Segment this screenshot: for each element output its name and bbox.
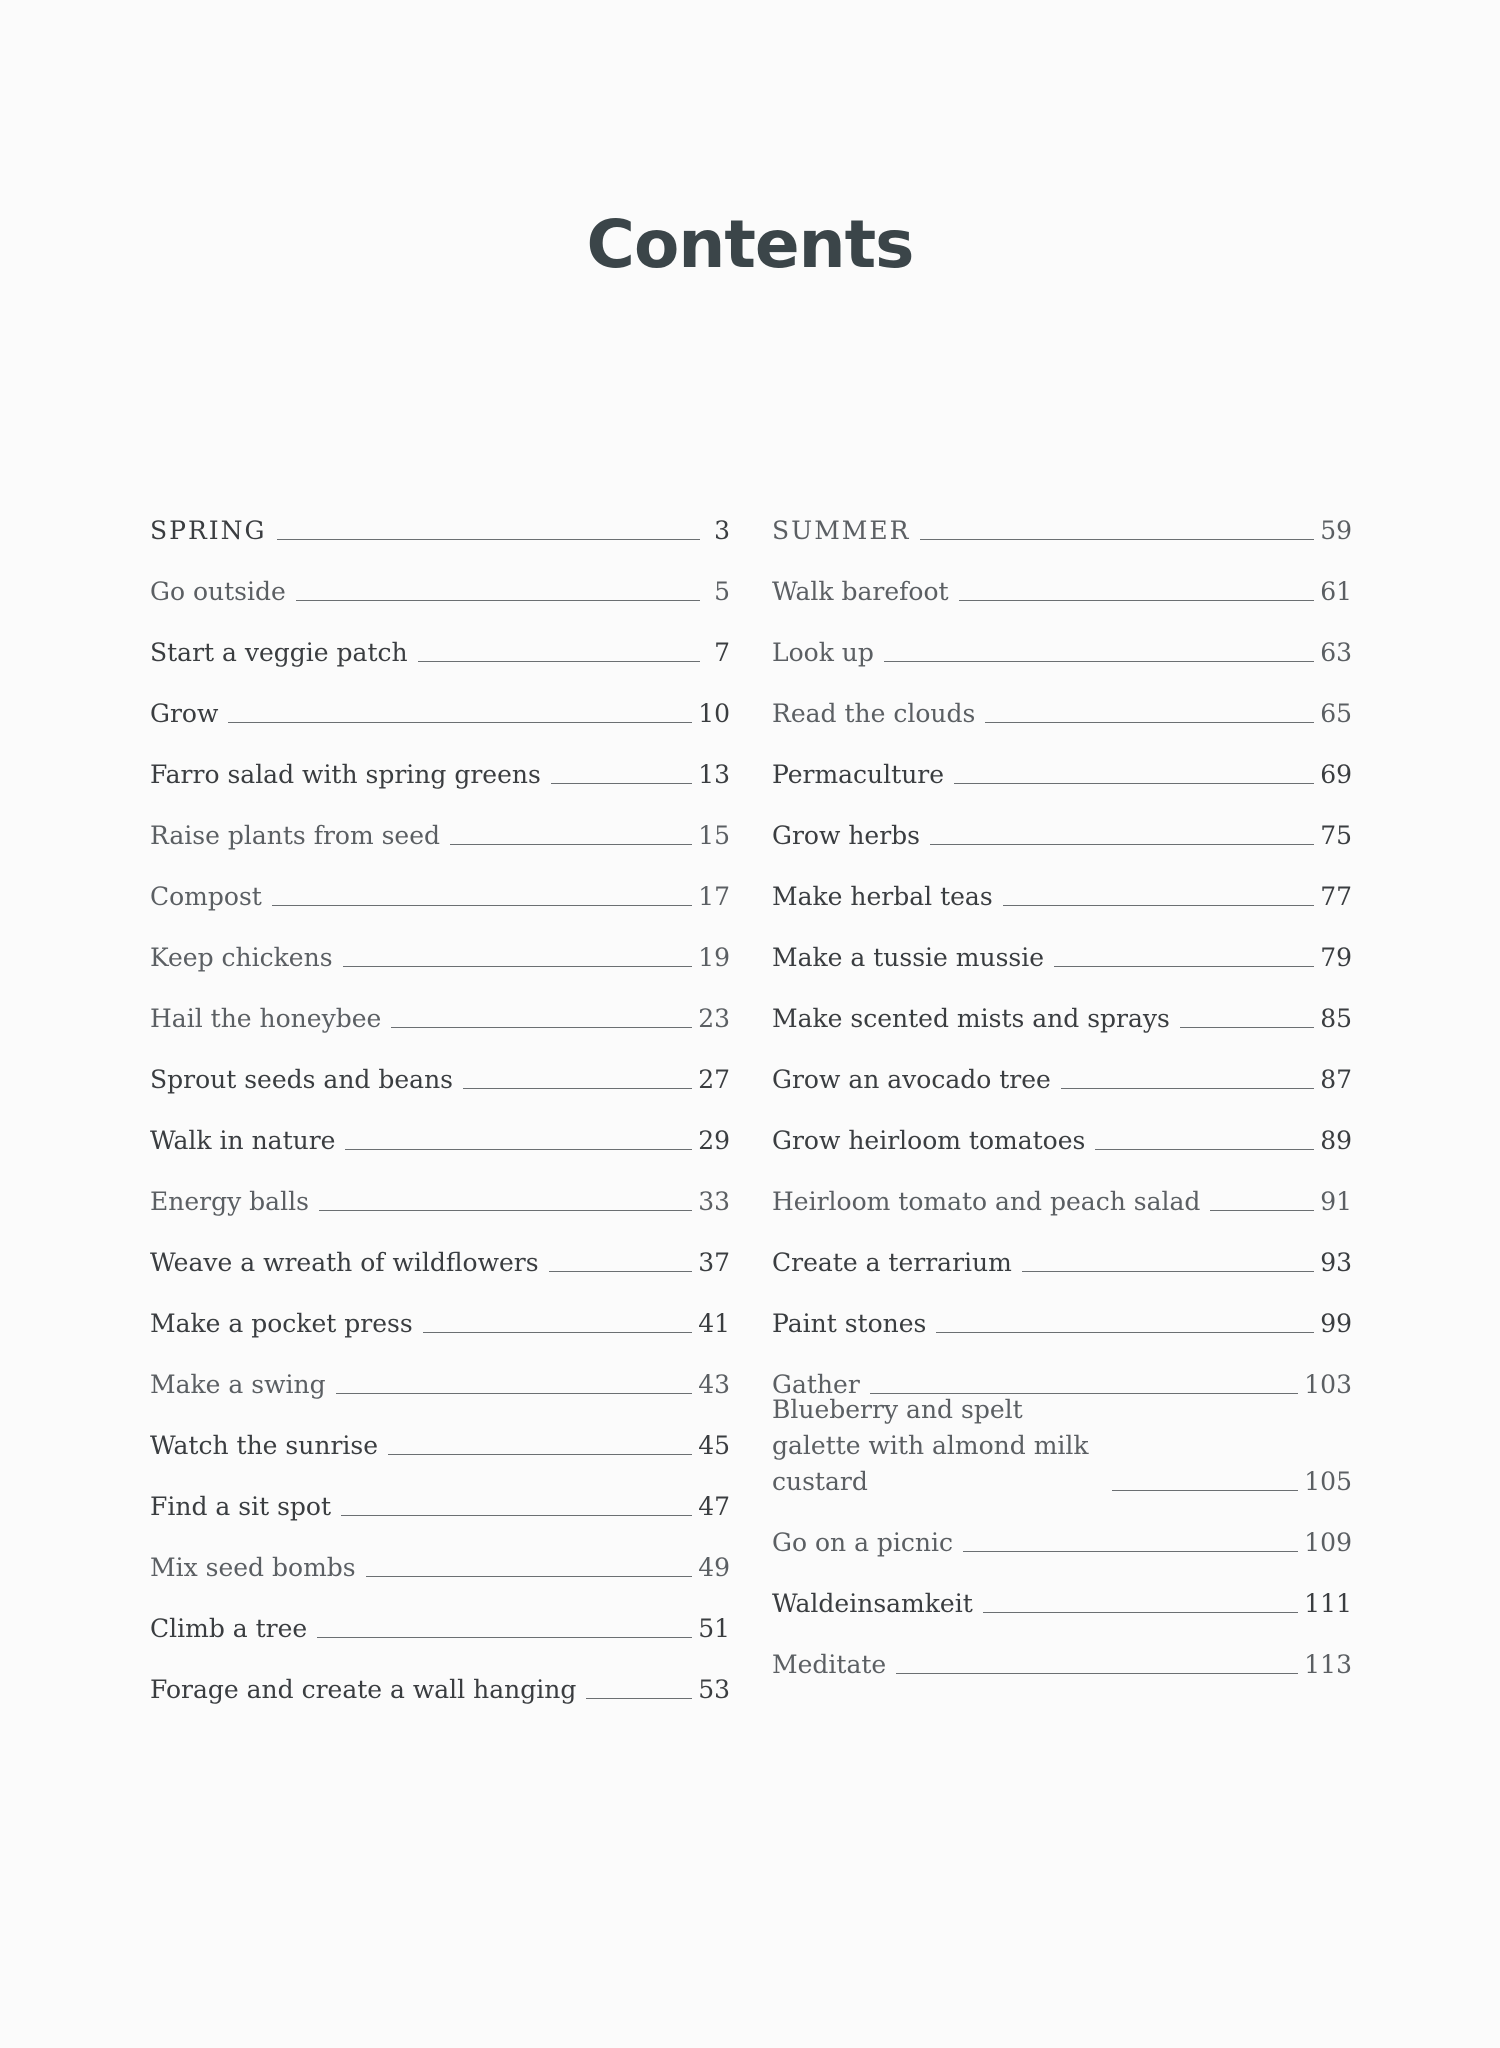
entry-label: Make a pocket press: [150, 1309, 413, 1338]
leader-line: [896, 1673, 1298, 1674]
page-number: 99: [1320, 1309, 1352, 1338]
toc-entry: [150, 610, 730, 671]
leader-line: [450, 844, 692, 845]
toc-entry: [772, 549, 1352, 610]
leader-line: [228, 722, 692, 723]
entry-label: Compost: [150, 882, 262, 911]
page-number: 23: [698, 1004, 730, 1033]
page-number: 3: [714, 516, 730, 545]
toc-entry: [772, 1281, 1352, 1342]
entry-label: Make herbal teas: [772, 882, 993, 911]
toc-entry: [150, 1342, 730, 1403]
page-number: 33: [698, 1187, 730, 1216]
entry-label: Find a sit spot: [150, 1492, 331, 1521]
toc-entry: [772, 976, 1352, 1037]
entry-label: Walk in nature: [150, 1126, 336, 1155]
entry-label: Make scented mists and sprays: [772, 1004, 1170, 1033]
entry-label: Meditate: [772, 1650, 887, 1679]
page-number: 47: [698, 1492, 730, 1521]
leader-line: [1210, 1210, 1314, 1211]
toc-entry: [772, 793, 1352, 854]
toc-entry: [150, 1281, 730, 1342]
toc-entry: [150, 732, 730, 793]
entry-label: Raise plants from seed: [150, 821, 441, 850]
page-number: 13: [698, 760, 730, 789]
page-title: Contents: [586, 206, 914, 283]
entry-label: Mix seed bombs: [150, 1553, 356, 1582]
entry-label: Hail the honeybee: [150, 1004, 382, 1033]
toc-entry: [772, 915, 1352, 976]
leader-line: [296, 600, 700, 601]
page-number: 105: [1304, 1467, 1352, 1496]
leader-line: [463, 1088, 692, 1089]
page-number: 7: [714, 638, 730, 667]
leader-line: [549, 1271, 693, 1272]
leader-line: [985, 722, 1314, 723]
entry-label: Farro salad with spring greens: [150, 760, 541, 789]
leader-line: [920, 539, 1314, 540]
toc-entry: [150, 549, 730, 610]
page-number: 113: [1304, 1650, 1352, 1679]
toc-column-summer: [772, 488, 1352, 1683]
page-number: 15: [698, 821, 730, 850]
page-number: 5: [714, 577, 730, 606]
toc-entry: [772, 732, 1352, 793]
entry-label: Make a tussie mussie: [772, 943, 1045, 972]
entry-label: Watch the sunrise: [150, 1431, 379, 1460]
leader-line: [391, 1027, 692, 1028]
toc-entry: [150, 1159, 730, 1220]
page-number: 111: [1304, 1589, 1352, 1618]
page-number: 89: [1320, 1126, 1352, 1155]
page-number: 103: [1304, 1370, 1352, 1399]
entry-label: Create a terrarium: [772, 1248, 1012, 1277]
entry-label: Sprout seeds and beans: [150, 1065, 454, 1094]
page-number: 69: [1320, 760, 1352, 789]
leader-line: [959, 600, 1315, 601]
toc-entry: [150, 1464, 730, 1525]
entry-label: Walk barefoot: [772, 577, 949, 606]
page-number: 91: [1320, 1187, 1352, 1216]
toc-entry: [772, 1622, 1352, 1683]
leader-line: [1112, 1490, 1298, 1491]
leader-line: [551, 783, 692, 784]
page-number: 59: [1320, 516, 1352, 545]
page-number: 63: [1320, 638, 1352, 667]
toc-entry: [772, 1500, 1352, 1561]
section-heading: SPRING: [150, 516, 267, 545]
leader-line: [277, 539, 701, 540]
toc-entry: [150, 1098, 730, 1159]
entry-label: Make a swing: [150, 1370, 326, 1399]
page-number: 27: [698, 1065, 730, 1094]
leader-line: [1054, 966, 1314, 967]
entry-label: Heirloom tomato and peach salad: [772, 1187, 1201, 1216]
entry-label: Start a veggie patch: [150, 638, 408, 667]
page-number: 37: [698, 1248, 730, 1277]
page-number: 109: [1304, 1528, 1352, 1557]
entry-label: Forage and create a wall hanging: [150, 1675, 577, 1704]
leader-line: [317, 1637, 692, 1638]
leader-line: [341, 1515, 692, 1516]
entry-label: Paint stones: [772, 1309, 927, 1338]
toc-entry: [772, 1159, 1352, 1220]
leader-line: [423, 1332, 693, 1333]
toc-entry: [150, 488, 730, 549]
entry-label: Blueberry and spelt galette with almond milk custard: [772, 1395, 1089, 1496]
leader-line: [930, 844, 1314, 845]
entry-label: Go outside: [150, 577, 286, 606]
page-number: 53: [698, 1675, 730, 1704]
entry-label: Look up: [772, 638, 874, 667]
leader-line: [1003, 905, 1315, 906]
page-number: 79: [1320, 943, 1352, 972]
leader-line: [345, 1149, 692, 1150]
toc-entry: [772, 488, 1352, 549]
leader-line: [388, 1454, 692, 1455]
toc-entry: [150, 976, 730, 1037]
leader-line: [272, 905, 692, 906]
leader-line: [1095, 1149, 1314, 1150]
leader-line: [343, 966, 693, 967]
toc-entry: [150, 1403, 730, 1464]
toc-entry: [150, 854, 730, 915]
entry-label: Gather: [772, 1370, 860, 1399]
leader-line: [983, 1612, 1299, 1613]
leader-line: [1061, 1088, 1314, 1089]
leader-line: [366, 1576, 693, 1577]
toc-entry: [150, 1647, 730, 1708]
leader-line: [1180, 1027, 1314, 1028]
toc-entry: [772, 1395, 1352, 1500]
toc-entry: [772, 671, 1352, 732]
toc-entry: [150, 915, 730, 976]
entry-label: Waldeinsamkeit: [772, 1589, 973, 1618]
page-number: 29: [698, 1126, 730, 1155]
page-number: 65: [1320, 699, 1352, 728]
toc-entry: [150, 793, 730, 854]
page-number: 45: [698, 1431, 730, 1460]
page-number: 77: [1320, 882, 1352, 911]
entry-label: Climb a tree: [150, 1614, 308, 1643]
toc-entry: [150, 1586, 730, 1647]
toc-entry: [772, 1561, 1352, 1622]
entry-label: Grow heirloom tomatoes: [772, 1126, 1086, 1155]
leader-line: [954, 783, 1314, 784]
entry-label: Grow an avocado tree: [772, 1065, 1051, 1094]
toc-entry: [772, 610, 1352, 671]
page-number: 93: [1320, 1248, 1352, 1277]
leader-line: [1022, 1271, 1314, 1272]
page-number: 61: [1320, 577, 1352, 606]
entry-label: Energy balls: [150, 1187, 309, 1216]
page-number: 51: [698, 1614, 730, 1643]
toc-entry: [150, 671, 730, 732]
page-number: 10: [698, 699, 730, 728]
entry-label: Permaculture: [772, 760, 945, 789]
entry-label: Keep chickens: [150, 943, 333, 972]
entry-label: Grow: [150, 699, 219, 728]
page-number: 49: [698, 1553, 730, 1582]
leader-line: [319, 1210, 692, 1211]
toc-entry: [772, 1220, 1352, 1281]
toc-entry: [150, 1220, 730, 1281]
page-number: 43: [698, 1370, 730, 1399]
leader-line: [936, 1332, 1314, 1333]
entry-label: Grow herbs: [772, 821, 920, 850]
section-heading: SUMMER: [772, 516, 911, 545]
entry-label: Go on a picnic: [772, 1528, 954, 1557]
toc-entry: [772, 854, 1352, 915]
page-number: 85: [1320, 1004, 1352, 1033]
toc-entry: [150, 1525, 730, 1586]
leader-line: [418, 661, 700, 662]
page-number: 87: [1320, 1065, 1352, 1094]
toc-entry: [772, 1037, 1352, 1098]
toc-column-spring: [150, 488, 730, 1708]
page-number: 17: [698, 882, 730, 911]
leader-line: [586, 1698, 692, 1699]
page-number: 41: [698, 1309, 730, 1338]
page-number: 75: [1320, 821, 1352, 850]
leader-line: [336, 1393, 693, 1394]
toc-entry: [772, 1098, 1352, 1159]
entry-label: Weave a wreath of wildflowers: [150, 1248, 539, 1277]
toc-entry: [150, 1037, 730, 1098]
entry-label: Read the clouds: [772, 699, 976, 728]
leader-line: [963, 1551, 1298, 1552]
page-number: 19: [698, 943, 730, 972]
leader-line: [884, 661, 1314, 662]
